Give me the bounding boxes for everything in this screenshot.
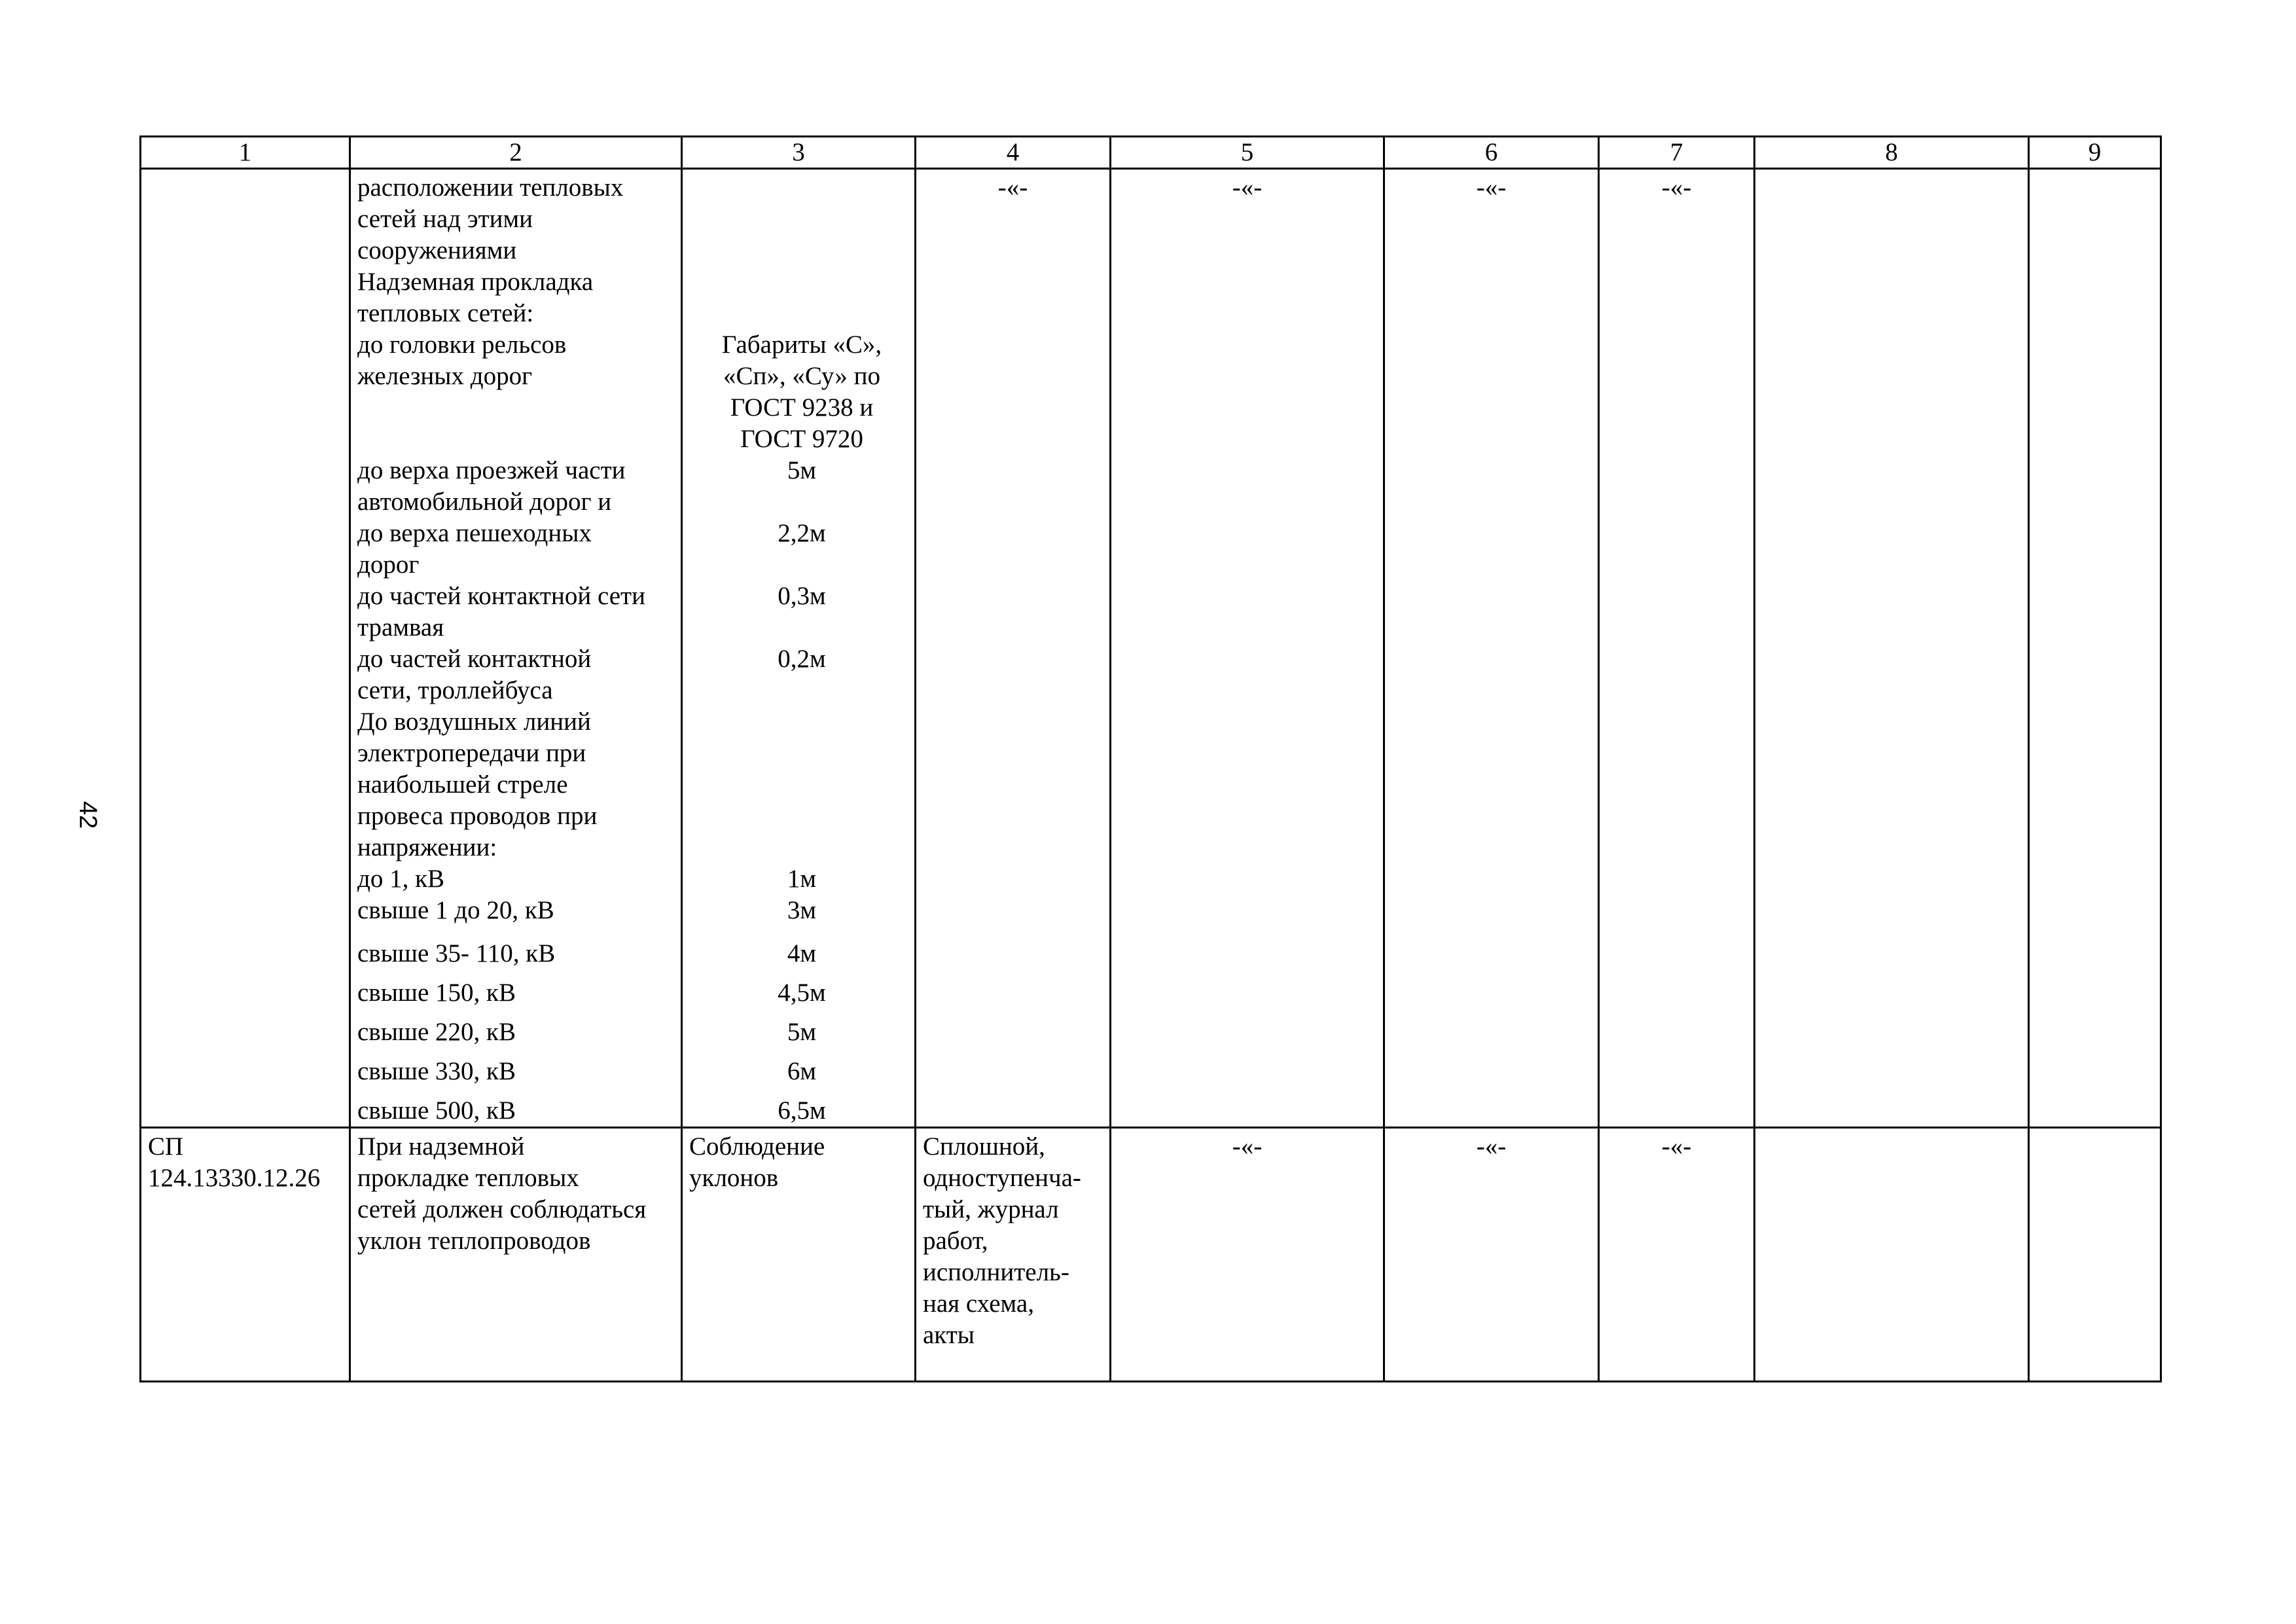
text-line: свыше 35- 110, кВ xyxy=(357,939,556,967)
text-line: ГОСТ 9238 и xyxy=(730,393,874,422)
text-line: 4м xyxy=(787,939,817,967)
text-line xyxy=(689,801,914,832)
row1-col5 xyxy=(1111,169,1384,1128)
ditto-mark: -«- xyxy=(1232,1132,1263,1161)
text-line: напряжении: xyxy=(357,833,497,861)
text-line: Надземная прокладка xyxy=(357,268,594,296)
text-line: тепловых сетей: xyxy=(357,299,534,327)
text-line: 1м xyxy=(787,865,817,893)
text-line: 6м xyxy=(787,1057,817,1085)
text-line: электропередачи при xyxy=(357,739,586,767)
row2-col9 xyxy=(2029,1128,2161,1382)
text-line: 4,5м xyxy=(778,979,826,1007)
text-line: свыше 500, кВ xyxy=(357,1096,516,1125)
text-line: «Сп», «Су» по xyxy=(723,362,881,390)
row1-col3 xyxy=(682,169,916,1128)
text-line: до частей контактной сети xyxy=(357,582,645,610)
text-line: свыше 150, кВ xyxy=(357,979,516,1007)
header-cell: 4 xyxy=(916,137,1111,169)
text-line xyxy=(689,235,914,266)
row1-col1 xyxy=(141,169,350,1128)
ditto-mark: -«- xyxy=(1661,1132,1692,1161)
text-line: сети, троллейбуса xyxy=(357,676,553,704)
row1-col7 xyxy=(1599,169,1755,1128)
text-line: СП xyxy=(148,1132,184,1161)
text-line: провеса проводов при xyxy=(357,802,598,830)
ditto-mark: -«- xyxy=(1476,173,1507,202)
text-line xyxy=(689,706,914,738)
row2-col1 xyxy=(141,1128,350,1382)
text-line: до 1, кВ xyxy=(357,865,445,893)
ditto-mark: -«- xyxy=(1476,1132,1507,1161)
row2-col5 xyxy=(1111,1128,1384,1382)
text-line xyxy=(689,832,914,863)
text-line xyxy=(689,675,914,706)
text-line: автомобильной дорог и xyxy=(357,488,612,516)
text-line xyxy=(689,172,914,204)
text-line: сооружениями xyxy=(357,236,517,264)
text-line xyxy=(357,424,681,455)
text-line: свыше 1 до 20, кВ xyxy=(357,896,554,924)
text-line xyxy=(689,549,914,581)
text-line xyxy=(689,486,914,518)
text-line: ГОСТ 9720 xyxy=(740,425,863,453)
text-line xyxy=(689,298,914,329)
row2-col4 xyxy=(916,1128,1111,1382)
header-row xyxy=(141,137,2161,169)
text-line: сетей над этими xyxy=(357,205,533,233)
text-line: 2,2м xyxy=(778,519,826,547)
text-line: дорог xyxy=(357,550,420,579)
text-line: акты xyxy=(923,1321,975,1349)
text-line xyxy=(689,266,914,298)
text-line: ная схема, xyxy=(923,1290,1034,1318)
text-line: До воздушных линий xyxy=(357,708,591,736)
text-line: уклон теплопроводов xyxy=(357,1227,591,1255)
text-line: 5м xyxy=(787,1018,817,1046)
ditto-mark: -«- xyxy=(1232,173,1263,202)
text-line: Соблюдение xyxy=(689,1132,825,1161)
text-line xyxy=(357,392,681,424)
text-line: 0,2м xyxy=(778,645,826,673)
text-line: свыше 220, кВ xyxy=(357,1018,516,1046)
text-line: расположении тепловых xyxy=(357,173,624,202)
row2-check-text xyxy=(683,1128,914,1194)
text-line: железных дорог xyxy=(357,362,533,390)
row2-col8 xyxy=(1755,1128,2029,1382)
text-line: 0,3м xyxy=(778,582,826,610)
header-cell: 1 xyxy=(141,137,350,169)
text-line: работ, xyxy=(923,1227,988,1255)
text-line: одноступенча- xyxy=(923,1164,1081,1192)
text-line: При надземной xyxy=(357,1132,525,1161)
table-row xyxy=(141,169,2161,1128)
text-line: 3м xyxy=(787,896,817,924)
ditto-mark: -«- xyxy=(997,173,1028,202)
row2-requirement-text xyxy=(351,1128,681,1257)
text-line: до верха пешеходных xyxy=(357,519,592,547)
requirements-table xyxy=(139,135,2162,1382)
text-line: 124.13330.12.26 xyxy=(148,1164,321,1192)
text-line: до верха проезжей части xyxy=(357,456,626,484)
text-line: свыше 330, кВ xyxy=(357,1057,516,1085)
text-line xyxy=(689,769,914,801)
header-cell: 3 xyxy=(682,137,916,169)
text-line: трамвая xyxy=(357,613,444,641)
text-line: прокладке тепловых xyxy=(357,1164,579,1192)
text-line: 6,5м xyxy=(778,1096,826,1125)
header-cell: 7 xyxy=(1599,137,1755,169)
text-line xyxy=(689,738,914,769)
page-number: 42 xyxy=(74,801,101,829)
row1-col8 xyxy=(1755,169,2029,1128)
text-line: до головки рельсов xyxy=(357,331,567,359)
row1-col4 xyxy=(916,169,1111,1128)
header-cell: 2 xyxy=(350,137,682,169)
table-row xyxy=(141,1128,2161,1382)
text-line: тый, журнал xyxy=(923,1195,1059,1223)
row2-control-text xyxy=(916,1128,1109,1351)
row2-col3 xyxy=(682,1128,916,1382)
row2-col2 xyxy=(350,1128,682,1382)
text-line: уклонов xyxy=(689,1164,779,1192)
text-line: Габариты «С», xyxy=(721,331,882,359)
row1-requirements-text xyxy=(351,170,681,1127)
row1-col2 xyxy=(350,169,682,1128)
row1-col6 xyxy=(1384,169,1599,1128)
row1-col9 xyxy=(2029,169,2161,1128)
row2-code-text xyxy=(141,1128,349,1194)
header-cell: 8 xyxy=(1755,137,2029,169)
text-line: наибольшей стреле xyxy=(357,770,568,799)
header-cell: 5 xyxy=(1111,137,1384,169)
header-cell: 9 xyxy=(2029,137,2161,169)
text-line: 5м xyxy=(787,456,817,484)
ditto-mark: -«- xyxy=(1661,173,1692,202)
text-line: до частей контактной xyxy=(357,645,592,673)
text-line: Сплошной, xyxy=(923,1132,1045,1161)
text-line xyxy=(689,204,914,235)
header-cell: 6 xyxy=(1384,137,1599,169)
text-line: исполнитель- xyxy=(923,1258,1069,1286)
row1-values-text xyxy=(683,170,914,1127)
text-line xyxy=(689,612,914,643)
row2-col7 xyxy=(1599,1128,1755,1382)
text-line: сетей должен соблюдаться xyxy=(357,1195,647,1223)
row2-col6 xyxy=(1384,1128,1599,1382)
